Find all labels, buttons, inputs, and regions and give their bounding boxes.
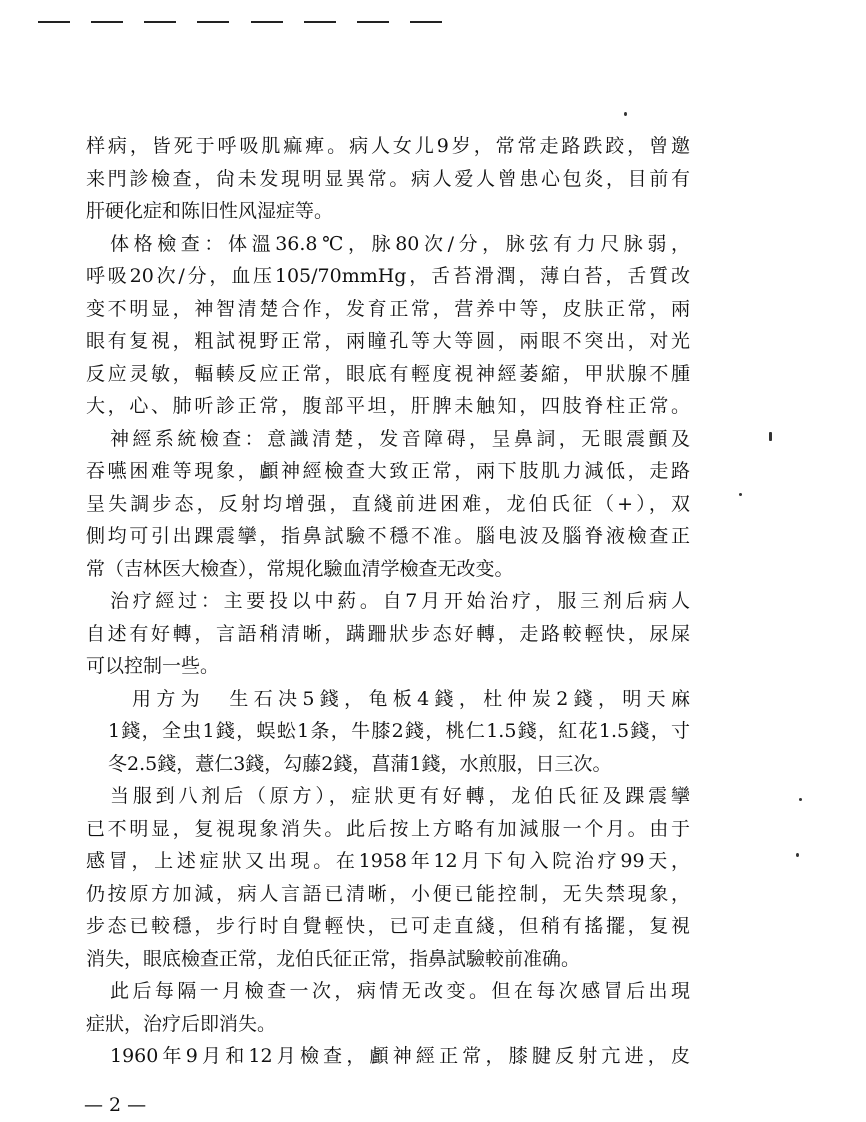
text-line: 呼吸20次/分，血压105/70mmHg，舌苔滑潤，薄白苔，舌質改 <box>86 265 690 287</box>
text-line: 已不明显，复視現象消失。此后按上方略有加減服一个月。由于 <box>86 817 690 840</box>
text-line: 感冒，上述症狀又出現。在1958年12月下旬入院治疗99天， <box>86 850 690 872</box>
scan-speck <box>769 432 772 441</box>
text-line: 来門診檢查，尙未发現明显異常。病人爱人曾患心包炎，目前有 <box>86 167 690 190</box>
text-line: 步态已較穩，步行时自覺輕快，已可走直綫，但稍有搖擺，复視 <box>86 915 690 937</box>
rule-dash <box>304 21 336 23</box>
text-line: 症狀，治疗后即消失。 <box>86 1012 277 1035</box>
text-line: 1960年9月和12月檢查，顱神經正常，膝腱反射亢进，皮 <box>110 1045 690 1067</box>
text-line: 冬2.5錢，薏仁3錢，勾藤2錢，菖蒲1錢，水煎服，日三次。 <box>108 752 612 775</box>
text-line: 体格檢查：体溫36.8℃，脉80次/分，脉弦有力尺脉弱， <box>110 232 690 255</box>
text-line: 当服到八剂后（原方），症狀更有好轉，龙伯氏征及踝震攣 <box>110 785 690 807</box>
text-line: 呈失調步态，反射均增强，直綫前进困难，龙伯氏征（+），双 <box>86 492 690 515</box>
rule-dash <box>410 21 442 23</box>
text-line: 1錢，全虫1錢，蜈蚣1条，牛膝2錢，桃仁1.5錢，紅花1.5錢，寸 <box>108 720 690 742</box>
document-body <box>86 130 690 1073</box>
text-line: 样病，皆死于呼吸肌痲痺。病人女儿9岁，常常走路跌跤，曾邀 <box>86 135 690 157</box>
text-line: 肝硬化症和陈旧性风湿症等。 <box>86 200 334 222</box>
rule-dash <box>144 21 176 23</box>
text-line: 神經系統檢查：意識清楚，发音障碍，呈鼻詞，无眼震顫及 <box>110 427 690 450</box>
text-line: 大，心、肺听診正常，腹部平坦，肝脾未触知，四肢脊柱正常。 <box>86 395 690 417</box>
text-line: 此后每隔一月檢查一次，病情无改变。但在每次感冒后出現 <box>110 980 690 1002</box>
rule-dash <box>38 21 70 23</box>
scan-speck <box>739 493 742 496</box>
text-line: 吞嚥困难等現象，顱神經檢查大致正常，兩下肢肌力減低，走路 <box>86 460 690 482</box>
scan-speck <box>624 112 627 116</box>
text-line: 側均可引出踝震攣，指鼻試驗不穩不准。腦电波及腦脊液檢查正 <box>86 525 690 547</box>
page-number: — 2 — <box>84 1094 147 1116</box>
text-line: 变不明显，神智清楚合作，发育正常，营养中等，皮肤正常，兩 <box>86 297 690 320</box>
header-rule <box>38 21 442 23</box>
rule-dash <box>357 21 389 23</box>
text-line: 治疗經过：主要投以中葯。自7月开始治疗，服三剂后病人 <box>110 590 690 612</box>
rule-dash <box>197 21 229 23</box>
text-line: 反应灵敏，輻輳反应正常，眼底有輕度視神經萎縮，甲狀腺不腫 <box>86 362 690 385</box>
scan-speck <box>799 798 802 801</box>
text-line: 仍按原方加減，病人言語已清晰，小便已能控制，无失禁現象， <box>86 882 690 905</box>
rule-dash <box>91 21 123 23</box>
rule-dash <box>251 21 283 23</box>
scan-speck <box>796 853 799 857</box>
text-line: 常（吉林医大檢查），常規化驗血清学檢查无改变。 <box>86 557 514 580</box>
text-line: 用方为 生石决5錢，龟板4錢，杜仲炭2錢，明天麻 <box>132 687 690 710</box>
text-line: 眼有复視，粗試視野正常，兩瞳孔等大等圆，兩眼不突出，对光 <box>86 330 690 352</box>
text-line: 消失，眼底檢查正常，龙伯氏征正常，指鼻試驗較前准确。 <box>86 947 581 970</box>
text-line: 自述有好轉，言語稍清晰，蹒跚狀步态好轉，走路較輕快，尿屎 <box>86 622 690 645</box>
text-line: 可以控制一些。 <box>86 655 220 677</box>
